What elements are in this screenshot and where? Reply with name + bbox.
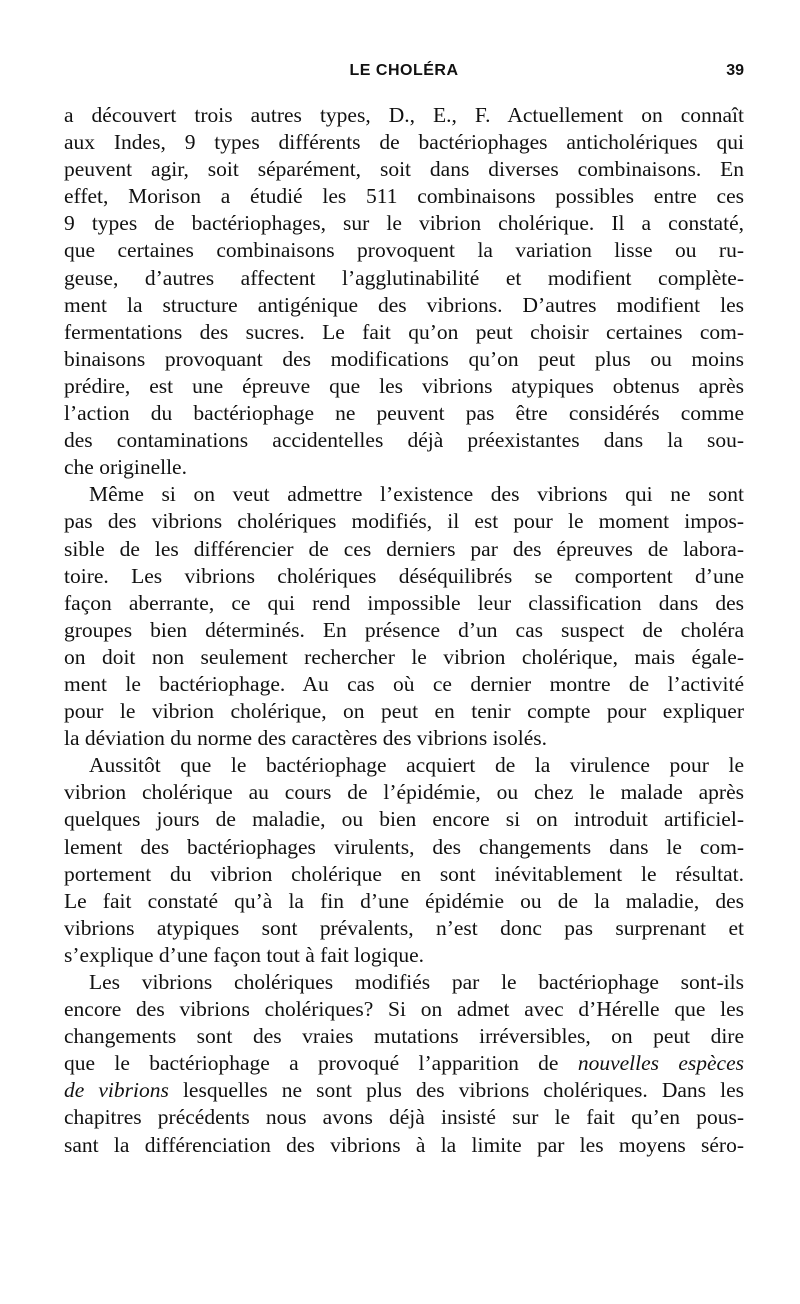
paragraph-2: [64, 481, 744, 752]
text-line: groupes bien déterminés. En présence d’un cas suspect de choléra: [64, 617, 744, 642]
text-line: s’explique d’une façon tout à fait logique.: [64, 942, 425, 967]
text-line: prédire, est une épreuve que les vibrions atypiques obtenus après: [64, 373, 744, 398]
text-line: encore des vibrions cholériques? Si on admet avec d’Hérelle que les: [64, 997, 744, 1022]
text-line: vibrion cholérique au cours de l’épidémie, ou chez le malade après: [64, 780, 744, 805]
text-line: sant la différenciation des vibrions à la limite par les moyens séro-: [64, 1132, 744, 1157]
paragraph-3: [64, 752, 744, 969]
text-line: 9 types de bactériophages, sur le vibrion cholérique. Il a constaté,: [64, 211, 744, 236]
text-line: chapitres précédents nous avons déjà insisté sur le fait qu’en pous-: [64, 1105, 744, 1130]
page-header: [64, 62, 744, 94]
text-line: aux Indes, 9 types différents de bactériophages anticholériques qui: [64, 130, 744, 155]
text-line: peuvent agir, soit séparément, soit dans diverses combinaisons. En: [64, 157, 744, 182]
text-line: sible de les différencier de ces derniers par des épreuves de labora-: [64, 536, 744, 561]
text-line: que certaines combinaisons provoquent la variation lisse ou ru-: [64, 238, 744, 263]
text-line: ment la structure antigénique des vibrions. D’autres modifient les: [64, 292, 744, 317]
text-line: a découvert trois autres types, D., E., F. Actuellement on connaît: [64, 103, 744, 127]
text-line: fermentations des sucres. Le fait qu’on peut choisir certaines com-: [64, 319, 744, 344]
text-line: Même si on veut admettre l’existence des vibrions qui ne sont: [89, 482, 744, 507]
text-line: changements sont des vraies mutations irréversibles, on peut dire: [64, 1024, 744, 1049]
text-segment: que le bactériophage a provoqué l’apparition de: [64, 1051, 559, 1076]
paragraph-1: [64, 102, 744, 481]
text-line: on doit non seulement rechercher le vibrion cholérique, mais égale-: [64, 644, 744, 669]
text-line-with-italic: [64, 1077, 744, 1104]
text-line: lement des bactériophages virulents, des changements dans le com-: [64, 834, 744, 859]
text-line: toire. Les vibrions cholériques déséquilibrés se comportent d’une: [64, 563, 744, 588]
paragraph-4: [64, 969, 744, 1159]
text-line: vibrions atypiques sont prévalents, n’est donc pas surprenant et: [64, 915, 744, 940]
running-title: LE CHOLÉRA: [349, 62, 459, 79]
text-line: Les vibrions cholériques modifiés par le bactériophage sont-ils: [89, 970, 744, 994]
text-line: façon aberrante, ce qui rend impossible leur classification dans des: [64, 590, 744, 615]
text-line: pas des vibrions cholériques modifiés, il est pour le moment impos-: [64, 509, 744, 534]
italic-phrase: nouvelles espèces: [577, 1051, 745, 1076]
book-page: [64, 62, 744, 1159]
text-line: la déviation du norme des caractères des vibrions isolés.: [64, 726, 548, 751]
text-line: ment le bactériophage. Au cas où ce dernier montre de l’activité: [64, 671, 744, 696]
text-line: che originelle.: [64, 455, 187, 480]
text-line-with-italic: [64, 1050, 744, 1077]
body-text: [64, 102, 744, 1159]
text-line: pour le vibrion cholérique, on peut en tenir compte pour expliquer: [64, 699, 744, 724]
text-line: effet, Morison a étudié les 511 combinaisons possibles entre ces: [64, 184, 744, 209]
text-line: portement du vibrion cholérique en sont inévitablement le résultat.: [64, 861, 744, 886]
text-line: quelques jours de maladie, ou bien encore si on introduit artificiel-: [64, 807, 744, 832]
text-line: l’action du bactériophage ne peuvent pas être considérés comme: [64, 401, 744, 426]
text-segment: lesquelles ne sont plus des vibrions cholériques. Dans les: [182, 1078, 744, 1103]
text-line: geuse, d’autres affectent l’agglutinabilité et modifient complète-: [64, 265, 744, 290]
page-number: 39: [726, 62, 744, 79]
text-line: binaisons provoquant des modifications qu’on peut plus ou moins: [64, 346, 744, 371]
text-line: des contaminations accidentelles déjà préexistantes dans la sou-: [64, 428, 744, 453]
italic-phrase: de vibrions: [64, 1078, 169, 1103]
text-line: Le fait constaté qu’à la fin d’une épidémie ou de la maladie, des: [64, 888, 744, 913]
text-line: Aussitôt que le bactériophage acquiert de la virulence pour le: [89, 753, 744, 778]
